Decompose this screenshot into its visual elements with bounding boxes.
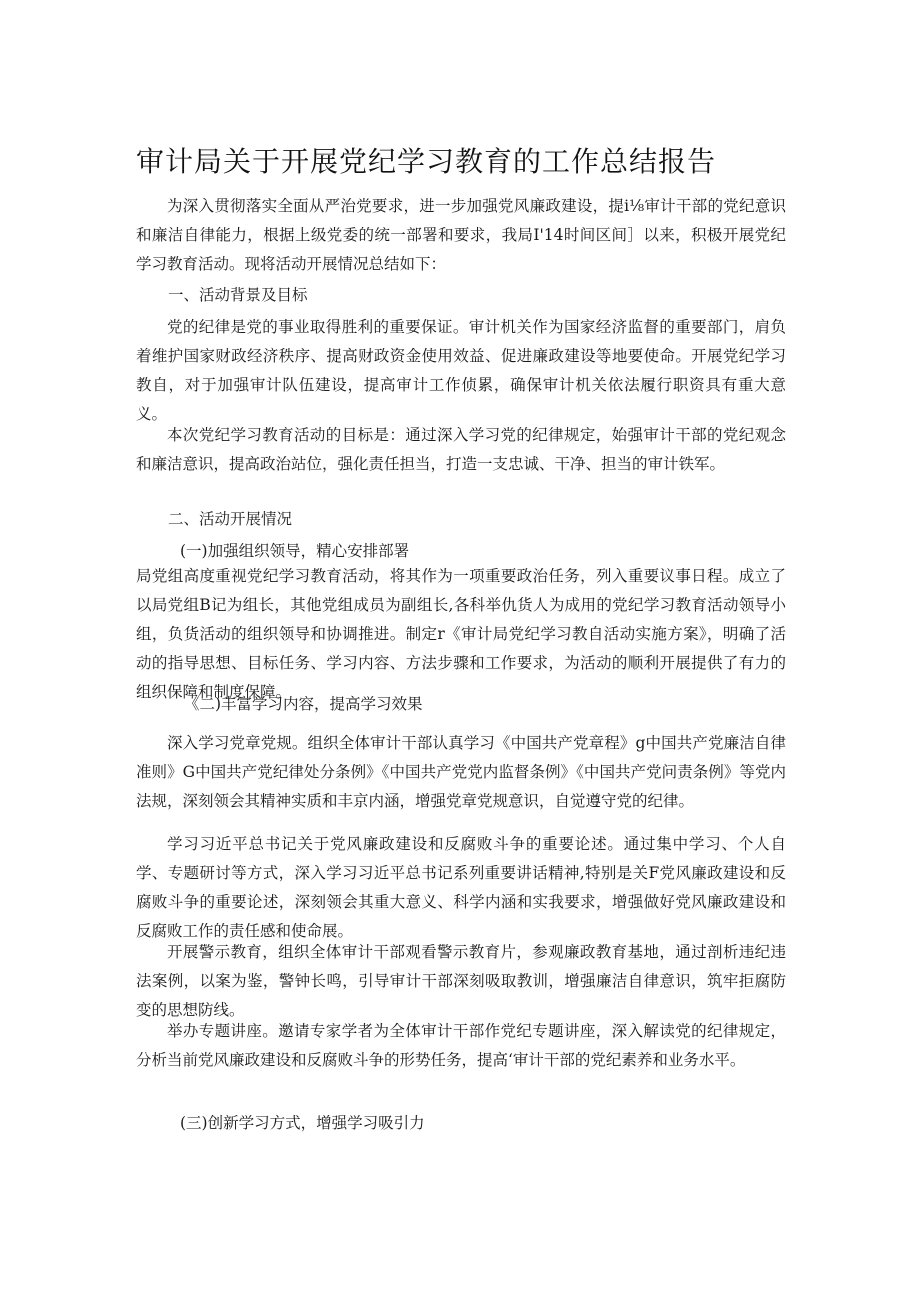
subsection-2-paragraph-4: 举办专题讲座。邀请专家学者为全体审计干部作党纪专题讲座，深入解读党的纪律规定，分析当前党风廉政建设和反腐败斗争的形势任务，提高‘审计干部的党纪素养和业务水平。 <box>136 1022 786 1069</box>
section-1-paragraph-2: 本次党纪学习教育活动的目标是：通过深入学习党的纪律规定，始强审计干部的党纪观念和廉洁意识，提高政治站位，强化责任担当，打造一支忠诚、干净、担当的审计铁军。 <box>136 426 786 473</box>
subsection-3-heading: (三)创新学习方式，增强学习吸引力 <box>180 1114 425 1132</box>
intro-paragraph: 为深入贯彻落实全面从严治党要求，进一步加强党风廉政建设，提i⅛审计干部的党纪意识和廉洁自律能力，根据上级党委的统一部署和要求，我局I'14时间区间］以来，积极开展党纪学习教育活动。现将活动开展情况总结如下： <box>136 197 786 273</box>
subsection-1-paragraph: 局党组高度重视党纪学习教育活动，将其作为一项重要政治任务，列入重要议事日程。成立了以局党组B记为组长，其他党组成员为副组长,各科举仇货人为成用的党纪学习教育活动领导小组，负货活动的组织领导和协调推进。制定r《审计局党纪学习教自活动实施方案》，明确了活动的指导思想、目标任务、学习内容、方法步骤和工作要求，为活动的顺利开展提供了有力的组织保障和制度保障。 <box>136 567 786 701</box>
section-1-paragraph-1: 党的纪律是党的事业取得胜利的重要保证。审计机关作为国家经济监督的重要部门，肩负着维护国家财政经济秩序、提高财政资金使用效益、促进廉政建设等地要使命。开展党纪学习教自，对于加强审计队伍建设，提高审计工作侦累，确保审计机关依法履行职资具有重大意义。 <box>136 318 786 423</box>
subsection-2-heading: 《二)丰富学习内容，提高学习效果 <box>184 695 423 713</box>
subsection-2-paragraph-2: 学习习近平总书记关于党风廉政建设和反腐败斗争的重要论述。通过集中学习、个人自学、专题研讨等方式，深入学习习近平总书记系列重要讲话精神,特别是关F党风廉政建设和反腐败斗争的重要论述，深刻领会其重大意义、科学内涵和实我要求，增强做好党风廉政建设和反腐败工作的责任感和使命展。 <box>136 835 786 940</box>
document-title: 审计局关于开展党纪学习教育的工作总结报告 <box>136 145 717 178</box>
subsection-2-paragraph-3: 开展警示教育，组织全体审计干部观看警示教育片，参观廉政教育基地，通过剖析违纪违法案例，以案为鉴，警钟长鸣，引导审计干部深刻吸取教训，增强廉洁自律意识，筑牢拒腐防变的思想防线。 <box>136 943 786 1019</box>
section-2-heading: 二、活动开展情况 <box>168 510 293 528</box>
section-1-heading: 一、活动背景及目标 <box>168 286 308 304</box>
subsection-2-paragraph-1: 深入学习党章党规。组织全体审计干部认真学习《中国共产党章程》g中国共产党廉洁自律准则》G中国共产党纪律处分条例》《中国共产党党内监督条例》《中国共产党问责条例》等党内法规，深刻领会其精神实质和丰京内涵，增强党章党规意识，自觉遵守党的纪律。 <box>136 734 786 810</box>
subsection-1-heading: (一)加强组织领导，精心安排部署 <box>180 542 410 560</box>
